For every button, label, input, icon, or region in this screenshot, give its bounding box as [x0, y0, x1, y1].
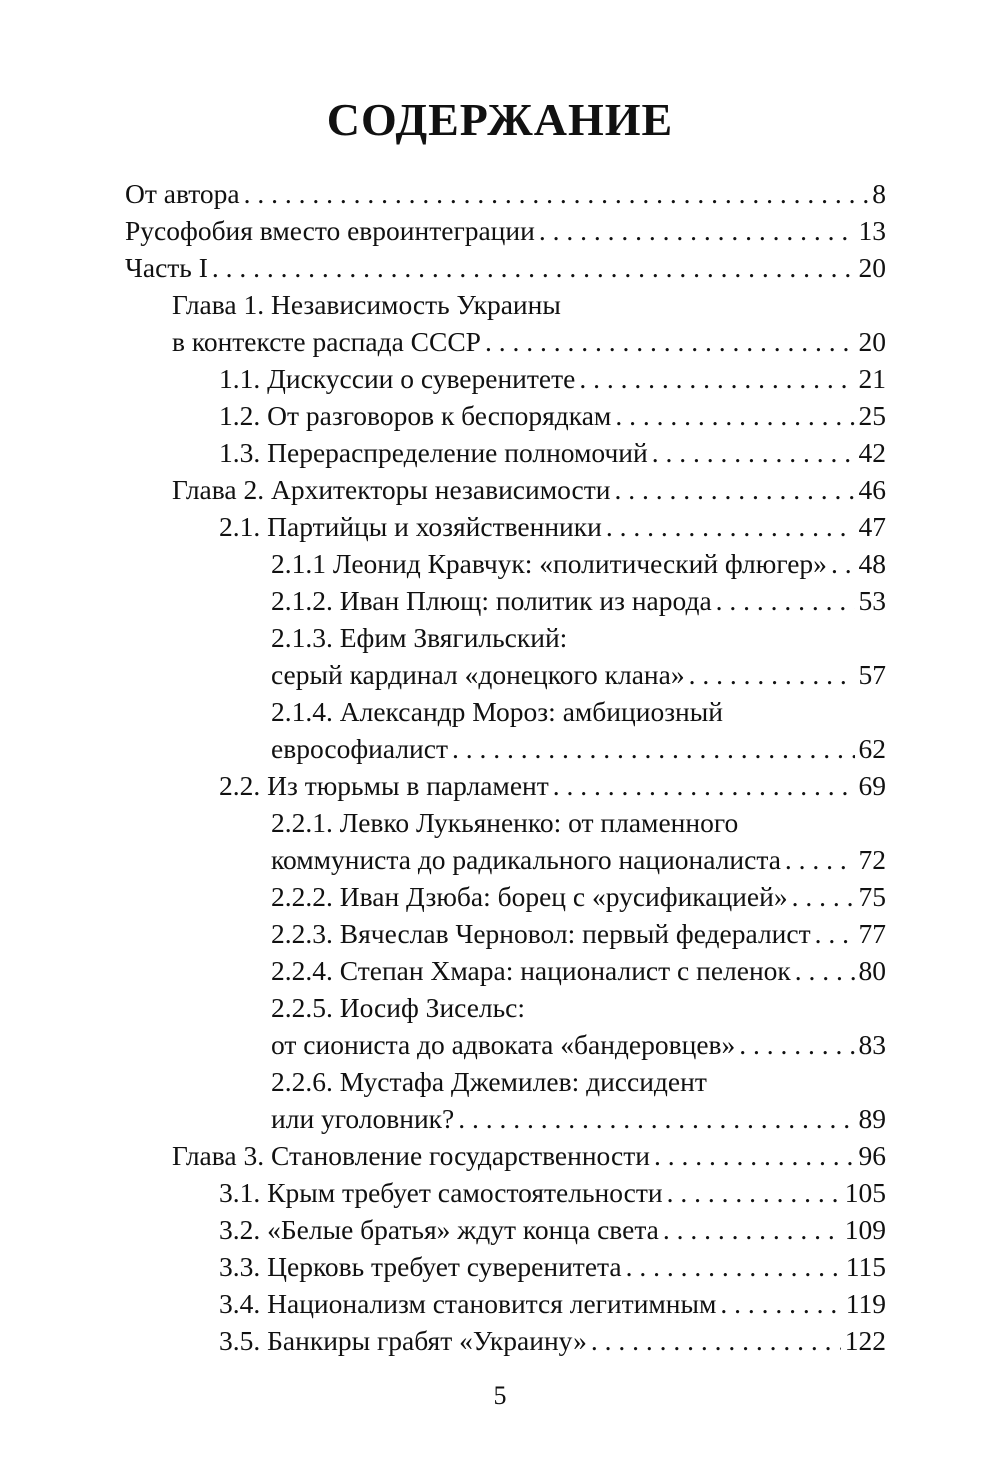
toc-entry-title: 2.1.4. Александр Мороз: амбициозный	[271, 696, 723, 727]
toc-entry-title: 2.1.2. Иван Плющ: политик из народа	[271, 585, 712, 616]
toc-entry-title: Русофобия вместо евроинтеграции	[125, 215, 535, 246]
page-title: СОДЕРЖАНИЕ	[326, 94, 674, 145]
toc-entry	[271, 952, 1000, 989]
dot-leader	[652, 434, 855, 471]
toc-entry-title: 3.5. Банкиры грабят «Украину»	[219, 1325, 587, 1356]
dot-leader	[615, 397, 854, 434]
toc-entry	[125, 212, 1000, 249]
toc-entry	[125, 175, 1000, 212]
dot-leader	[553, 767, 855, 804]
toc-entry-title: от сиониста до адвоката «бандеровцев»	[271, 1029, 736, 1060]
toc-entry	[271, 582, 1000, 619]
toc-entry	[271, 915, 1000, 952]
dot-leader	[615, 471, 855, 508]
toc-entry-page: 46	[858, 474, 886, 505]
toc-entry-page: 77	[858, 918, 886, 949]
toc-entry-page: 53	[858, 585, 886, 616]
toc-entry-title: 3.3. Церковь требует суверенитета	[219, 1251, 622, 1282]
toc-entry	[219, 767, 1000, 804]
toc-entry	[271, 730, 1000, 767]
dot-leader	[667, 1174, 841, 1211]
toc-entry-page: 21	[858, 363, 886, 394]
page-number: 5	[493, 1381, 507, 1410]
toc-entry-title: серый кардинал «донецкого клана»	[271, 659, 685, 690]
toc-entry	[219, 1322, 1000, 1359]
toc-entry	[271, 545, 1000, 582]
dot-leader	[452, 730, 855, 767]
dot-leader	[539, 212, 855, 249]
toc-entry-page: 72	[858, 844, 886, 875]
toc-entry-page: 109	[844, 1214, 886, 1245]
toc-entry	[172, 471, 1000, 508]
toc-entry-page: 122	[844, 1325, 886, 1356]
dot-leader	[485, 323, 855, 360]
toc-entry-title: 2.2. Из тюрьмы в парламент	[219, 770, 549, 801]
toc-entry	[219, 434, 1000, 471]
toc-entry-title: 3.4. Национализм становится легитимным	[219, 1288, 717, 1319]
dot-leader	[663, 1211, 841, 1248]
toc-entry-page: 105	[844, 1177, 886, 1208]
dot-leader	[739, 1026, 854, 1063]
toc-entry-page: 20	[858, 252, 886, 283]
toc-entry-title: еврософиалист	[271, 733, 448, 764]
toc-entry	[172, 286, 1000, 323]
toc-entry-title: Глава 2. Архитекторы независимости	[172, 474, 611, 505]
toc-entry-title: Глава 3. Становление государственности	[172, 1140, 650, 1171]
toc-entry-title: 1.1. Дискуссии о суверенитете	[219, 363, 576, 394]
dot-leader	[716, 582, 855, 619]
toc-entry	[271, 841, 1000, 878]
toc-entry	[172, 1137, 1000, 1174]
toc-entry-title: коммуниста до радикального националиста	[271, 844, 781, 875]
toc-entry-title: 2.2.1. Левко Лукьяненко: от пламенного	[271, 807, 739, 838]
toc-entry	[125, 249, 1000, 286]
toc-entry-page: 13	[858, 215, 886, 246]
dot-leader	[606, 508, 855, 545]
toc-entry-title: Глава 1. Независимость Украины	[172, 289, 561, 320]
toc-entry-title: 2.1.1 Леонид Кравчук: «политический флюгер»	[271, 548, 827, 579]
toc-entry-page: 115	[845, 1251, 886, 1282]
dot-leader	[689, 656, 855, 693]
toc-entry-title: 1.2. От разговоров к беспорядкам	[219, 400, 612, 431]
toc-entry-title: 2.2.6. Мустафа Джемилев: диссидент	[271, 1066, 707, 1097]
toc-entry	[219, 1211, 1000, 1248]
toc-entry	[219, 508, 1000, 545]
toc-entry-title: 2.2.2. Иван Дзюба: борец с «русификацией»	[271, 881, 788, 912]
dot-leader	[458, 1100, 854, 1137]
toc-entry-page: 75	[858, 881, 886, 912]
toc-entry	[219, 360, 1000, 397]
toc-entry-page: 62	[858, 733, 886, 764]
toc-entry-title: 3.2. «Белые братья» ждут конца света	[219, 1214, 659, 1245]
toc-entry-title: Часть I	[125, 252, 208, 283]
dot-leader	[815, 915, 855, 952]
toc-entry-title: 2.2.4. Степан Хмара: националист с пеленок	[271, 955, 791, 986]
toc-entry	[271, 1100, 1000, 1137]
toc-entry-page: 25	[858, 400, 886, 431]
toc-entry-title: От автора	[125, 178, 240, 209]
toc-entry	[219, 1285, 1000, 1322]
toc-entry-page: 20	[858, 326, 886, 357]
toc-entry-page: 57	[858, 659, 886, 690]
dot-leader	[795, 952, 855, 989]
toc-entry-title: 2.2.3. Вячеслав Черновол: первый федералист	[271, 918, 811, 949]
toc-entry-title: в контексте распада СССР	[172, 326, 481, 357]
toc-entry-page: 8	[872, 178, 886, 209]
toc-entry-page: 48	[858, 548, 886, 579]
dot-leader	[626, 1248, 842, 1285]
dot-leader	[831, 545, 855, 582]
toc-entry-page: 42	[858, 437, 886, 468]
toc-entry-title: или уголовник?	[271, 1103, 455, 1134]
toc-entry-title: 2.1.3. Ефим Звягильский:	[271, 622, 568, 653]
toc-entry	[271, 656, 1000, 693]
toc-entry-title: 2.2.5. Иосиф Зисельс:	[271, 992, 526, 1023]
toc-entry-page: 89	[858, 1103, 886, 1134]
toc-entry-title: 2.1. Партийцы и хозяйственники	[219, 511, 602, 542]
toc-entry	[271, 878, 1000, 915]
toc-entry-page: 119	[845, 1288, 886, 1319]
toc-entry	[271, 1026, 1000, 1063]
toc-entry	[172, 323, 1000, 360]
toc-entry	[219, 397, 1000, 434]
dot-leader	[720, 1285, 841, 1322]
toc-entry-page: 96	[858, 1140, 886, 1171]
dot-leader	[591, 1322, 841, 1359]
toc-entry-title: 3.1. Крым требует самостоятельности	[219, 1177, 663, 1208]
toc-entry	[271, 693, 1000, 730]
toc-entry-title: 1.3. Перераспределение полномочий	[219, 437, 648, 468]
dot-leader	[212, 249, 855, 286]
dot-leader	[654, 1137, 855, 1174]
toc-entry	[219, 1248, 1000, 1285]
dot-leader	[785, 841, 855, 878]
table-of-contents	[0, 175, 1000, 1359]
toc-entry-page: 80	[858, 955, 886, 986]
toc-entry	[271, 804, 1000, 841]
toc-entry	[271, 619, 1000, 656]
dot-leader	[244, 175, 869, 212]
dot-leader	[792, 878, 855, 915]
toc-entry	[219, 1174, 1000, 1211]
toc-entry-page: 69	[858, 770, 886, 801]
toc-entry-page: 47	[858, 511, 886, 542]
dot-leader	[579, 360, 854, 397]
toc-entry	[271, 989, 1000, 1026]
toc-entry	[271, 1063, 1000, 1100]
toc-entry-page: 83	[858, 1029, 886, 1060]
